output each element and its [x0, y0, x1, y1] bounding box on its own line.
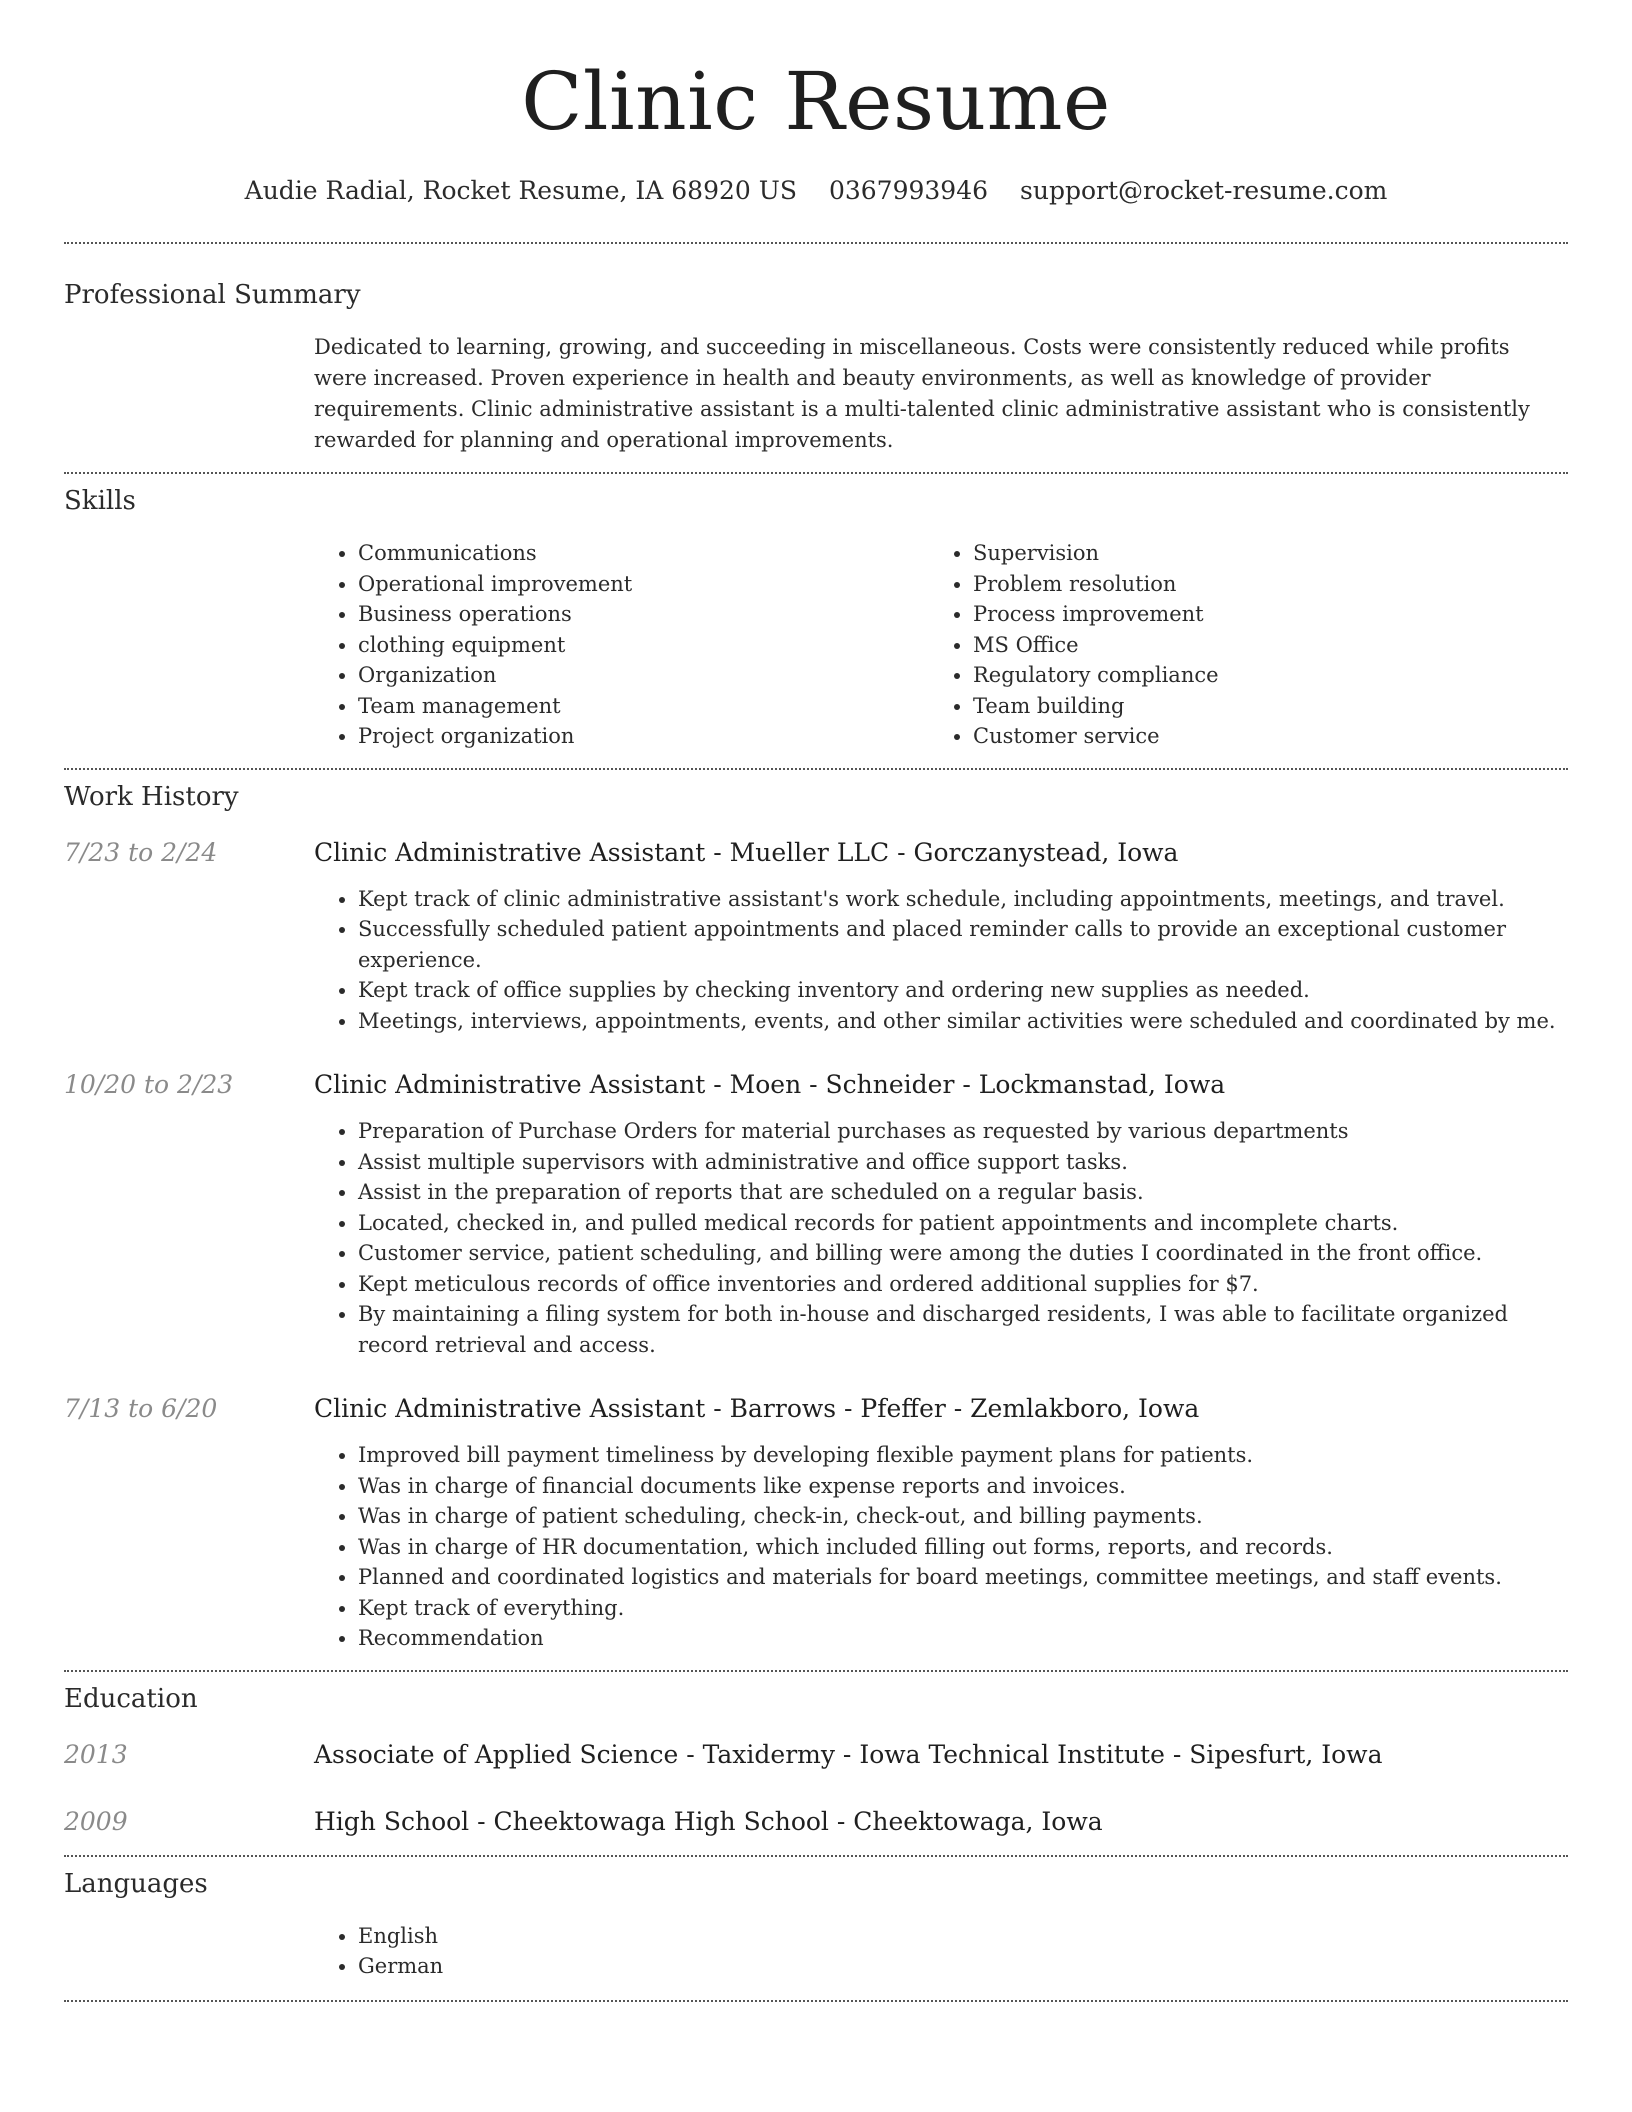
- job-bullet: • Was in charge of patient scheduling, check-in, check-out, and billing payments.: [358, 1501, 1568, 1532]
- job-bullet: • Kept track of clinic administrative assistant's work schedule, including appointments, meetings, and travel.: [358, 884, 1568, 915]
- job-bullet: • Recommendation: [358, 1623, 1568, 1654]
- contact-line: [64, 174, 1568, 208]
- job-bullet: • By maintaining a filing system for both in-house and discharged residents, I was able to facilitate organized record retrieval and access.: [358, 1299, 1568, 1360]
- work-heading: Work History: [64, 781, 239, 812]
- job-bullets: [314, 884, 1568, 1037]
- job-bullet: • Kept meticulous records of office inventories and ordered additional supplies for $7.: [358, 1269, 1568, 1300]
- skill-item: • Customer service: [973, 721, 1544, 752]
- job-bullets: [314, 1440, 1568, 1654]
- job-bullet: • Located, checked in, and pulled medical records for patient appointments and incomplete charts.: [358, 1208, 1568, 1239]
- job-header: [64, 1392, 1568, 1426]
- languages-section: [64, 1857, 1568, 1982]
- summary-heading: Professional Summary: [64, 280, 361, 310]
- education-date: 2013: [64, 1739, 128, 1769]
- language-item: • English: [358, 1921, 1568, 1952]
- divider: [64, 2000, 1568, 2002]
- skill-item: • Communications: [358, 538, 929, 569]
- job-bullet: • Successfully scheduled patient appointments and placed reminder calls to provide an exceptional customer experience.: [358, 914, 1568, 975]
- job-bullet: • Kept track of everything.: [358, 1593, 1568, 1624]
- job-dates: 10/20 to 2/23: [64, 1070, 234, 1099]
- skill-item: • Organization: [358, 660, 929, 691]
- job-bullets: [314, 1116, 1568, 1360]
- job-header: [64, 836, 1568, 870]
- job-title: Clinic Administrative Assistant - Moen - Schneider - Lockmanstad, Iowa: [314, 1070, 1226, 1099]
- language-item: • German: [358, 1951, 1568, 1982]
- education-section: [64, 1672, 1568, 1839]
- job-entry: [64, 1392, 1568, 1654]
- education-title: High School - Cheektowaga High School - Cheektowaga, Iowa: [314, 1806, 1103, 1836]
- contact-address: Audie Radial, Rocket Resume, IA 68920 US: [244, 176, 797, 205]
- resume-header: [64, 0, 1568, 208]
- skill-item: • Supervision: [973, 538, 1544, 569]
- job-dates: 7/23 to 2/24: [64, 837, 218, 867]
- summary-section: [64, 244, 1568, 456]
- job-bullet: • Assist in the preparation of reports that are scheduled on a regular basis.: [358, 1177, 1568, 1208]
- skill-item: • Process improvement: [973, 599, 1544, 630]
- languages-list: [314, 1921, 1568, 1982]
- job-bullet: • Meetings, interviews, appointments, events, and other similar activities were scheduled and coordinated by me.: [358, 1006, 1568, 1037]
- skills-section: [64, 474, 1568, 752]
- job-bullet: • Preparation of Purchase Orders for material purchases as requested by various departments: [358, 1116, 1568, 1147]
- skills-heading: Skills: [64, 486, 136, 516]
- skills-list-right: [929, 538, 1544, 752]
- skills-grid: [314, 538, 1568, 752]
- summary-text: Dedicated to learning, growing, and succeeding in miscellaneous. Costs were consistently reduced while profits were increased. Proven experience in health and beauty environments, as well as knowledge of provider requirements. Clinic administrative assistant is a multi-talented clinic administrative assistant who is consistently rewarded for planning and operational improvements.: [314, 335, 1530, 452]
- education-date: 2009: [64, 1806, 128, 1836]
- skill-item: • Regulatory compliance: [973, 660, 1544, 691]
- contact-email[interactable]: support@rocket-resume.com: [1020, 176, 1388, 205]
- skill-item: • Team management: [358, 691, 929, 722]
- job-entry: [64, 1068, 1568, 1360]
- job-header: [64, 1068, 1568, 1102]
- job-bullet: • Was in charge of HR documentation, which included filling out forms, reports, and records.: [358, 1532, 1568, 1563]
- resume-title: Clinic Resume: [521, 55, 1111, 148]
- work-section: [64, 770, 1568, 1654]
- job-title: Clinic Administrative Assistant - Barrows - Pfeffer - Zemlakboro, Iowa: [314, 1394, 1200, 1423]
- job-bullet: • Planned and coordinated logistics and materials for board meetings, committee meetings, and staff events.: [358, 1562, 1568, 1593]
- skill-item: • Business operations: [358, 599, 929, 630]
- languages-heading: Languages: [64, 1868, 208, 1899]
- skill-item: • MS Office: [973, 630, 1544, 661]
- job-bullet: • Kept track of office supplies by checking inventory and ordering new supplies as needed.: [358, 975, 1568, 1006]
- education-entry: [64, 1805, 1568, 1839]
- contact-phone: 0367993946: [828, 176, 989, 205]
- skill-item: • Team building: [973, 691, 1544, 722]
- skill-item: • Problem resolution: [973, 569, 1544, 600]
- education-entry: [64, 1738, 1568, 1772]
- education-heading: Education: [64, 1683, 198, 1714]
- job-bullet: • Assist multiple supervisors with administrative and office support tasks.: [358, 1147, 1568, 1178]
- skill-item: • Project organization: [358, 721, 929, 752]
- job-bullet: • Improved bill payment timeliness by developing flexible payment plans for patients.: [358, 1440, 1568, 1471]
- job-title: Clinic Administrative Assistant - Mueller LLC - Gorczanystead, Iowa: [314, 837, 1179, 867]
- skill-item: • clothing equipment: [358, 630, 929, 661]
- job-bullet: • Customer service, patient scheduling, and billing were among the duties I coordinated in the front office.: [358, 1238, 1568, 1269]
- skills-list-left: [314, 538, 929, 752]
- education-title: Associate of Applied Science - Taxidermy - Iowa Technical Institute - Sipesfurt, Iowa: [314, 1739, 1383, 1769]
- skill-item: • Operational improvement: [358, 569, 929, 600]
- job-entry: [64, 836, 1568, 1037]
- job-bullet: • Was in charge of financial documents like expense reports and invoices.: [358, 1471, 1568, 1502]
- job-dates: 7/13 to 6/20: [64, 1394, 218, 1423]
